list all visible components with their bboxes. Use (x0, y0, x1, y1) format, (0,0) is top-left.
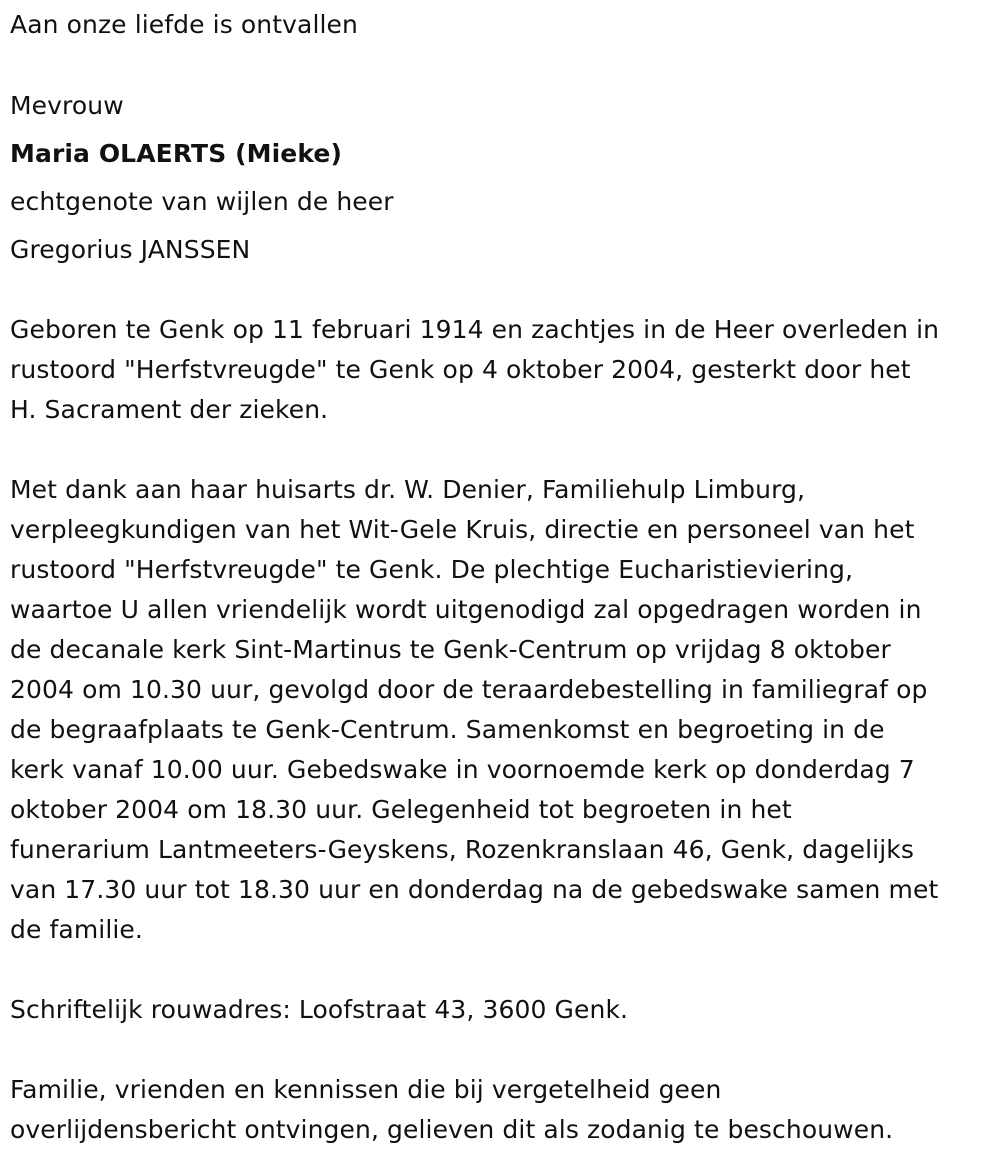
paragraph-line: kerk vanaf 10.00 uur. Gebedswake in voornoemde kerk op donderdag 7 (10, 755, 915, 784)
mourning-address: Schriftelijk rouwadres: Loofstraat 43, 3600 Genk. (10, 995, 629, 1024)
relation-text: echtgenote van wijlen de heer (10, 187, 394, 216)
paragraph-line: de decanale kerk Sint-Martinus te Genk-Centrum op vrijdag 8 oktober (10, 635, 891, 664)
paragraph-line: rustoord "Herfstvreugde" te Genk op 4 oktober 2004, gesterkt door het (10, 355, 911, 384)
paragraph-line: Familie, vrienden en kennissen die bij vergetelheid geen (10, 1075, 722, 1104)
salutation: Mevrouw (10, 91, 124, 120)
deceased-name: Maria OLAERTS (Mieke) (10, 139, 342, 168)
paragraph-line: overlijdensbericht ontvingen, gelieven dit als zodanig te beschouwen. (10, 1115, 894, 1144)
paragraph-line: H. Sacrament der zieken. (10, 395, 329, 424)
paragraph-line: verpleegkundigen van het Wit-Gele Kruis, directie en personeel van het (10, 515, 915, 544)
paragraph-line: waartoe U allen vriendelijk wordt uitgenodigd zal opgedragen worden in (10, 595, 922, 624)
paragraph-line: van 17.30 uur tot 18.30 uur en donderdag na de gebedswake samen met (10, 875, 939, 904)
paragraph-line: rustoord "Herfstvreugde" te Genk. De plechtige Eucharistieviering, (10, 555, 854, 584)
paragraph-line: Met dank aan haar huisarts dr. W. Denier, Familiehulp Limburg, (10, 475, 806, 504)
spouse-name: Gregorius JANSSEN (10, 235, 251, 264)
paragraph-line: de familie. (10, 915, 143, 944)
paragraph-line: Geboren te Genk op 11 februari 1914 en zachtjes in de Heer overleden in (10, 315, 940, 344)
intro-text: Aan onze liefde is ontvallen (10, 10, 358, 39)
paragraph-line: oktober 2004 om 18.30 uur. Gelegenheid tot begroeten in het (10, 795, 792, 824)
paragraph-line: de begraafplaats te Genk-Centrum. Samenkomst en begroeting in de (10, 715, 885, 744)
paragraph-line: funerarium Lantmeeters-Geyskens, Rozenkranslaan 46, Genk, dagelijks (10, 835, 914, 864)
paragraph-line: 2004 om 10.30 uur, gevolgd door de teraardebestelling in familiegraf op (10, 675, 928, 704)
